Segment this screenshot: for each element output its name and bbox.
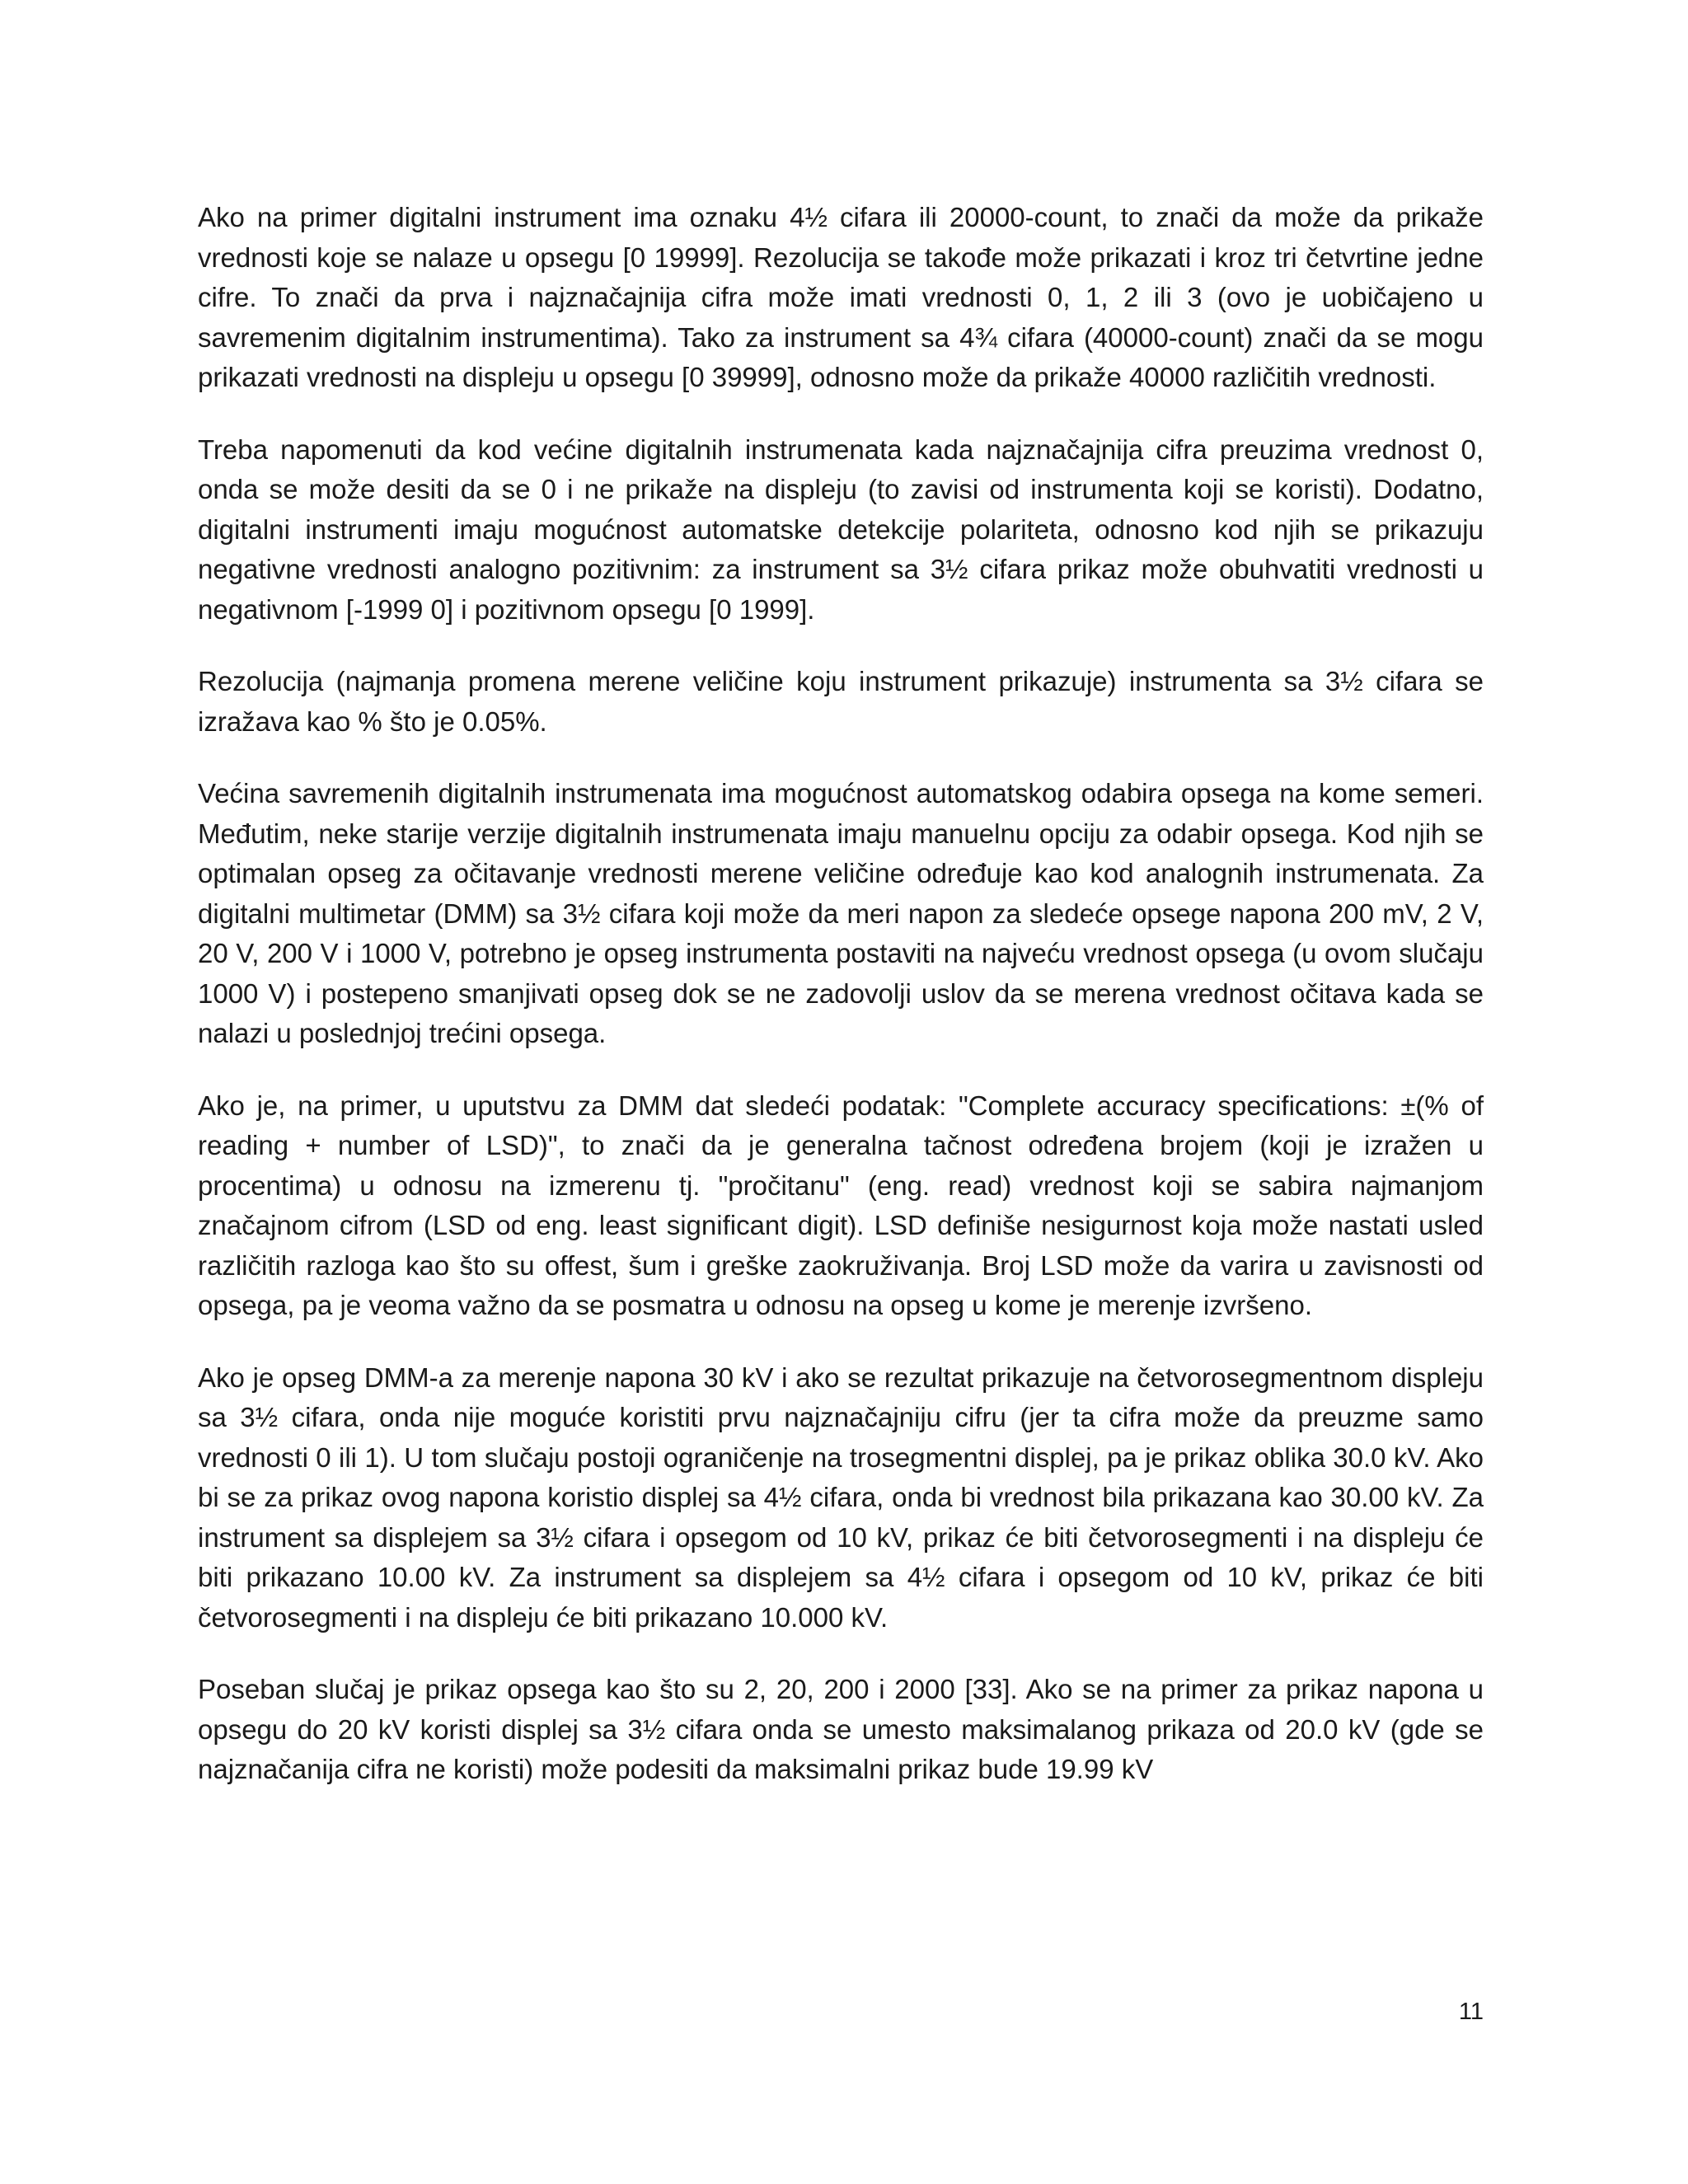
page-number: 11 bbox=[1458, 1999, 1484, 2025]
paragraph-range-selection: Većina savremenih digitalnih instrumenata ima mogućnost automatskog odabira opsega na kome semeri. Međutim, neke starije verzije digitalnih instrumenata imaju manuelnu opciju za odabir opsega. Kod njih se optimalan opseg za očitavanje vrednosti merene veličine određuje kao kod analognih instrumenata. Za digitalni multimetar (DMM) sa 3½ cifara koji može da meri napon za sledeće opsege napona 200 mV, 2 V, 20 V, 200 V i 1000 V, potrebno je opseg instrumenta postaviti na najveću vrednost opsega (u ovom slučaju 1000 V) i postepeno smanjivati opseg dok se ne zadovolji uslov da se merena vrednost očitava kada se nalazi u poslednjoj trećini opsega. bbox=[198, 778, 1484, 1048]
paragraph-leading-zero-polarity: Treba napomenuti da kod većine digitalnih instrumenata kada najznačajnija cifra preuzima vrednost 0, onda se može desiti da se 0 i ne prikaže na displeju (to zavisi od instrumenta koji se koristi). Dodatno, digitalni instrumenti imaju mogućnost automatske detekcije polariteta, odnosno kod njih se prikazuju negativne vrednosti analogno pozitivnim: za instrument sa 3½ cifara prikaz može obuhvatiti vrednosti u negativnom [-1999 0] i pozitivnom opsegu [0 1999]. bbox=[198, 434, 1484, 625]
paragraph-display-segments: Ako je opseg DMM-a za merenje napona 30 kV i ako se rezultat prikazuje na četvorosegmentnom displeju sa 3½ cifara, onda nije moguće koristiti prvu najznačajniju cifru (jer ta cifra može da preuzme samo vrednosti 0 ili 1). U tom slučaju postoji ograničenje na trosegmentni displej, pa je prikaz oblika 30.0 kV. Ako bi se za prikaz ovog napona koristio displej sa 4½ cifara, onda bi vrednost bila prikazana kao 30.00 kV. Za instrument sa displejem sa 3½ cifara i opsegom od 10 kV, prikaz će biti četvorosegmenti i na displeju će biti prikazano 10.00 kV. Za instrument sa displejem sa 4½ cifara i opsegom od 10 kV, prikaz će biti četvorosegmenti i na displeju će biti prikazano 10.000 kV. bbox=[198, 1361, 1484, 1633]
paragraph-special-ranges: Poseban slučaj je prikaz opsega kao što su 2, 20, 200 i 2000 [33]. Ako se na primer za prikaz napona u opsegu do 20 kV koristi displej sa 3½ cifara onda se umesto maksimalanog prikaza od 20.0 kV (gde se najznačanija cifra ne koristi) može podesiti da maksimalni prikaz bude 19.99 kV bbox=[198, 1674, 1484, 1784]
paragraph-accuracy-lsd: Ako je, na primer, u uputstvu za DMM dat sledeći podatak: "Complete accuracy specifications: ±(% of reading + number of LSD)", to znači da je generalna tačnost određena brojem (koji je izražen u procentima) u odnosu na izmerenu tj. "pročitanu" (eng. read) vrednost koji se sabira najmanjom značajnom cifrom (LSD od eng. least significant digit). LSD definiše nesigurnost koja može nastati usled različitih razloga kao što su offest, šum i greške zaokruživanja. Broj LSD može da varira u zavisnosti od opsega, pa je veoma važno da se posmatra u odnosu na opseg u kome je merenje izvršeno. bbox=[198, 1090, 1484, 1320]
paragraph-resolution: Rezolucija (najmanja promena merene veličine koju instrument prikazuje) instrumenta sa 3½ cifara se izražava kao % što je 0.05%. bbox=[198, 666, 1484, 737]
paragraph-digits-count: Ako na primer digitalni instrument ima oznaku 4½ cifara ili 20000-count, to znači da može da prikaže vrednosti koje se nalaze u opsegu [0 19999]. Rezolucija se takođe može prikazati i kroz tri četvrtine jedne cifre. To znači da prva i najznačajnija cifra može imati vrednosti 0, 1, 2 ili 3 (ovo je uobičajeno u savremenim digitalnim instrumentima). Tako za instrument sa 4¾ cifara (40000-count) znači da se mogu prikazati vrednosti na displeju u opsegu [0 39999], odnosno može da prikaže 40000 različitih vrednosti. bbox=[198, 202, 1484, 392]
body-text bbox=[198, 198, 1484, 1822]
